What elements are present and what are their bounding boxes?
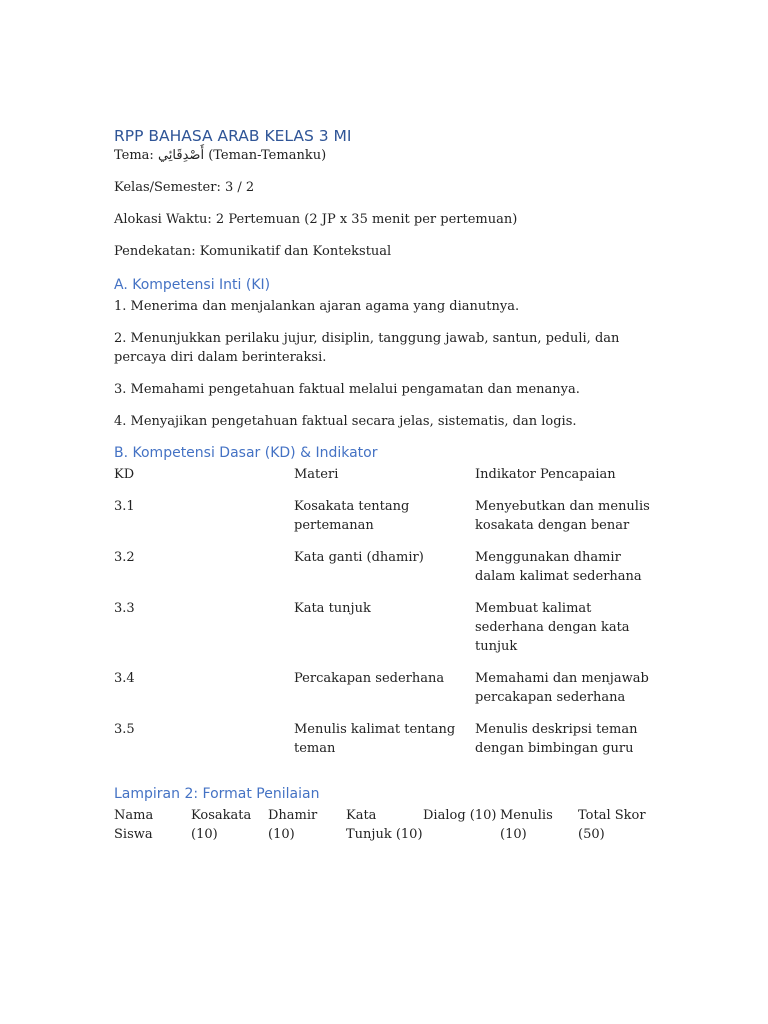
table-header-row xyxy=(114,465,658,497)
column-header-indikator: Indikator Pencapaian xyxy=(475,467,616,482)
indikator-cell: Menggunakan dhamir dalam kalimat sederhana xyxy=(475,550,642,584)
column-header-kd: KD xyxy=(114,467,135,482)
column-header-materi: Materi xyxy=(294,467,339,482)
document-title: RPP BAHASA ARAB KELAS 3 MI xyxy=(114,127,352,145)
tema-text: (Teman-Temanku) xyxy=(208,148,327,163)
materi-cell: Percakapan sederhana xyxy=(294,671,445,686)
kd-cell: 3.3 xyxy=(114,601,135,616)
kd-cell: 3.1 xyxy=(114,499,135,514)
column-header-dhamir: Dhamir (10) xyxy=(268,808,318,842)
materi-cell: Kata tunjuk xyxy=(294,601,371,616)
kd-cell: 3.2 xyxy=(114,550,135,565)
table-row xyxy=(114,548,658,599)
ki-item: 1. Menerima dan menjalankan ajaran agama yang dianutnya. xyxy=(114,299,520,314)
table-header-row xyxy=(114,806,658,844)
section-heading-lampiran: Lampiran 2: Format Penilaian xyxy=(114,786,320,802)
alokasi-line: Alokasi Waktu: 2 Pertemuan (2 JP x 35 menit per pertemuan) xyxy=(114,212,518,227)
ki-item: 2. Menunjukkan perilaku jujur, disiplin, tanggung jawab, santun, peduli, dan percaya diri dalam berinteraksi. xyxy=(114,331,620,365)
tema-label: Tema: xyxy=(114,148,154,163)
table-row xyxy=(114,720,658,758)
section-heading-ki: A. Kompetensi Inti (KI) xyxy=(114,277,271,293)
table-row xyxy=(114,669,658,720)
section-heading-kd: B. Kompetensi Dasar (KD) & Indikator xyxy=(114,445,378,461)
table-row xyxy=(114,497,658,548)
column-header-kata-tunjuk: Kata Tunjuk (10) xyxy=(346,808,423,842)
ki-item: 3. Memahami pengetahuan faktual melalui pengamatan dan menanya. xyxy=(114,382,580,397)
tema-line xyxy=(114,146,658,165)
materi-cell: Kata ganti (dhamir) xyxy=(294,550,424,565)
materi-cell: Menulis kalimat tentang teman xyxy=(294,722,456,756)
indikator-cell: Memahami dan menjawab percakapan sederhana xyxy=(475,671,649,705)
column-header-dialog: Dialog (10) xyxy=(423,808,497,823)
column-header-total: Total Skor (50) xyxy=(578,808,646,842)
column-header-nama: Nama Siswa xyxy=(114,808,154,842)
score-table xyxy=(114,806,658,844)
indikator-cell: Menyebutkan dan menulis kosakata dengan benar xyxy=(475,499,650,533)
kd-table xyxy=(114,465,658,758)
ki-item: 4. Menyajikan pengetahuan faktual secara jelas, sistematis, dan logis. xyxy=(114,414,577,429)
kelas-line: Kelas/Semester: 3 / 2 xyxy=(114,180,255,195)
column-header-menulis: Menulis (10) xyxy=(500,808,553,842)
table-row xyxy=(114,599,658,669)
indikator-cell: Menulis deskripsi teman dengan bimbingan guru xyxy=(475,722,638,756)
kd-cell: 3.4 xyxy=(114,671,135,686)
indikator-cell: Membuat kalimat sederhana dengan kata tunjuk xyxy=(475,601,630,654)
tema-arabic: أَصْدِقَائِي xyxy=(157,148,205,163)
materi-cell: Kosakata tentang pertemanan xyxy=(294,499,410,533)
kd-cell: 3.5 xyxy=(114,722,135,737)
pendekatan-line: Pendekatan: Komunikatif dan Kontekstual xyxy=(114,244,392,259)
column-header-kosakata: Kosakata (10) xyxy=(191,808,252,842)
